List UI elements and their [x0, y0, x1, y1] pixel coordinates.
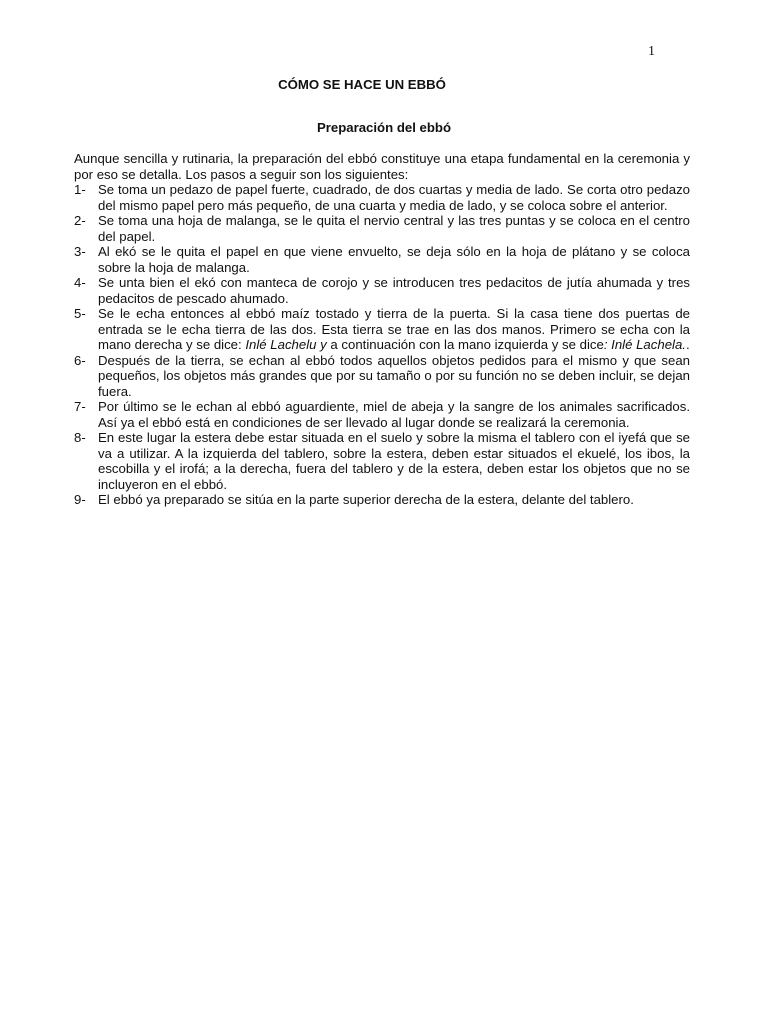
- step-text: El ebbó ya preparado se sitúa en la parte superior derecha de la estera, delante del tablero.: [98, 492, 634, 507]
- step-number: 7-: [74, 399, 86, 414]
- step-text-part: .: [685, 337, 690, 352]
- step-number: 1-: [74, 182, 86, 197]
- step-number: 5-: [74, 306, 86, 321]
- step-text: Se toma una hoja de malanga, se le quita el nervio central y las tres puntas y se coloca en el centro del papel.: [98, 213, 690, 244]
- step-number: 6-: [74, 352, 86, 368]
- step-text-italic: : Inlé Lachela.: [603, 337, 686, 352]
- step-text: Se unta bien el ekó con manteca de corojo y se introducen tres pedacitos de jutía ahumada y tres pedacitos de pescado ahumado.: [98, 275, 690, 306]
- step-6: [74, 353, 690, 400]
- steps-list: [74, 182, 690, 508]
- step-9: [74, 492, 690, 508]
- step-2: [74, 213, 690, 244]
- step-text: Al ekó se le quita el papel en que viene envuelto, se deja sólo en la hoja de plátano y se coloca sobre la hoja de malanga.: [98, 244, 690, 275]
- document-body: [74, 151, 690, 508]
- step-3: [74, 244, 690, 275]
- step-number: 9-: [74, 492, 86, 507]
- section-subtitle: Preparación del ebbó: [316, 120, 452, 135]
- step-7: [74, 399, 690, 430]
- step-text-italic: Inlé Lachelu y: [245, 337, 327, 352]
- intro-paragraph: Aunque sencilla y rutinaria, la preparación del ebbó constituye una etapa fundamental en la ceremonia y por eso se detalla. Los pasos a seguir son los siguientes:: [74, 151, 690, 182]
- step-text-part: Se le echa entonces al ebbó maíz tostado y tierra de la puerta. Si la casa tiene dos puertas de entrada se le echa tierra de las dos. Esta tierra se trae en las dos manos. Primero se echa con la mano derecha y se dice:: [98, 306, 690, 352]
- step-text: Por último se le echan al ebbó aguardiente, miel de abeja y la sangre de los animales sacrificados. Así ya el ebbó está en condiciones de ser llevado al lugar donde se realizará la ceremonia.: [98, 399, 690, 430]
- step-number: 2-: [74, 213, 86, 228]
- step-number: 8-: [74, 430, 86, 445]
- step-number: 4-: [74, 275, 86, 290]
- document-title: CÓMO SE HACE UN EBBÓ: [278, 77, 446, 92]
- step-4: [74, 275, 690, 306]
- step-1: [74, 182, 690, 213]
- step-8: [74, 430, 690, 492]
- step-text-part: a continuación con la mano izquierda y se dice: [326, 337, 604, 352]
- step-5: [74, 306, 690, 353]
- step-text: [98, 306, 690, 352]
- step-text: Después de la tierra, se echan al ebbó todos aquellos objetos pedidos para el mismo y que sean pequeños, los objetos más grandes que por su tamaño o por su función no se deben incluir, se dejan fuera.: [98, 352, 690, 399]
- page-number: 1: [648, 44, 655, 59]
- step-number: 3-: [74, 244, 86, 259]
- step-text: Se toma un pedazo de papel fuerte, cuadrado, de dos cuartas y media de lado. Se corta otro pedazo del mismo papel pero más pequeño, de una cuarta y media de lado, y se coloca sobre el anterior.: [98, 182, 690, 213]
- step-text: En este lugar la estera debe estar situada en el suelo y sobre la misma el tablero con el iyefá que se va a utilizar. A la izquierda del tablero, sobre la estera, deben estar situados el ekuelé, los ibos, la escobilla y el irofá; a la derecha, fuera del tablero y de la estera, deben estar los objetos que no se incluyeron en el ebbó.: [98, 430, 690, 492]
